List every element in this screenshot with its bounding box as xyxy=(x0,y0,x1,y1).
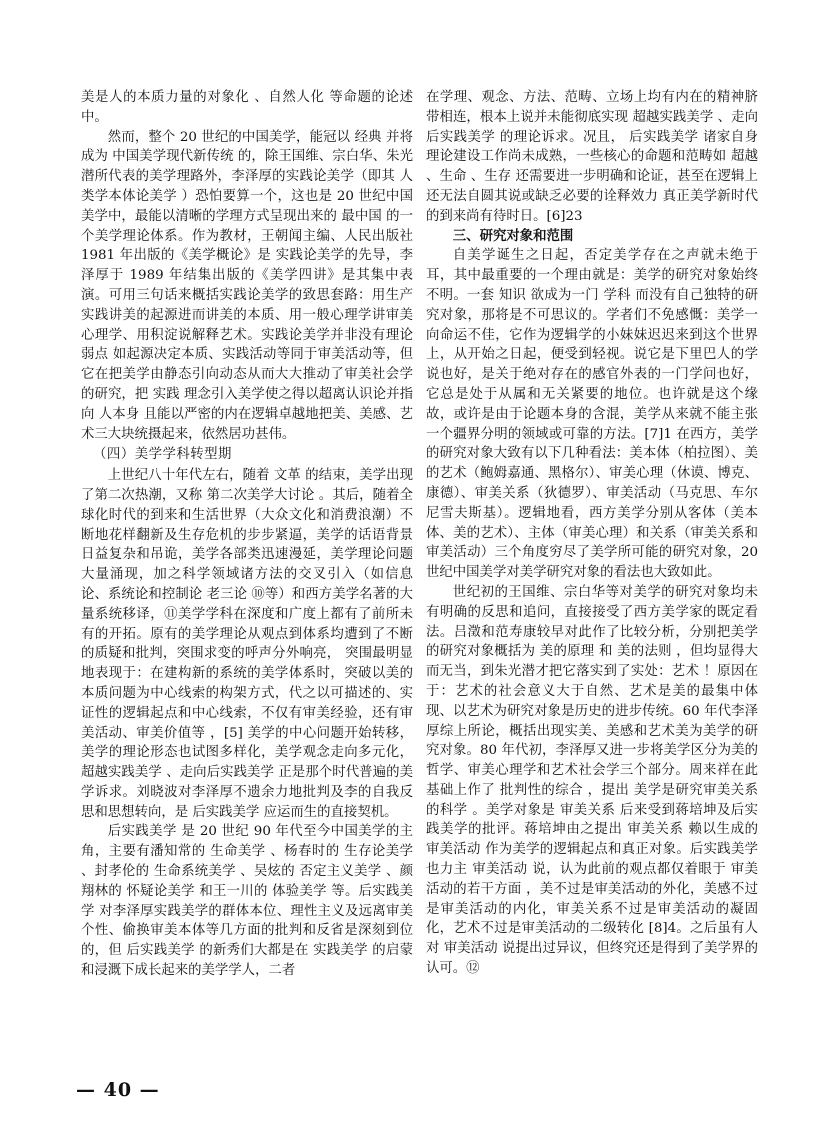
left-column xyxy=(81,88,413,981)
paragraph: 美是人的本质力量的对象化 、自然人化 等命题的论述中。 xyxy=(81,90,413,125)
right-column xyxy=(426,88,758,979)
paragraph: 然而，整个 20 世纪的中国美学，能冠以 经典 并将成为 中国美学现代新传统 的，除王国维、宗白华、朱光潜所代表的美学理路外，李泽厚的实践论美学（即其 人类学本体论美学 ）恐怕要算一个，这也是 20 世纪中国美学中，最能以清晰的学理方式呈现出来的 最中国 的一个美学理论体系。作为教材，王朝闻主编、人民出版社 1981 年出版的《美学概论》是 实践论美学的先导，李泽厚于 1989 年结集出版的《美学四讲》是其集中表演。可用三句话来概括实践论美学的致思套路：用生产实践讲美的起源进而讲美的本质、用一般心理学讲审美心理学、用积淀说解释艺术。实践论美学并非没有理论弱点 如起源决定本质、实践活动等同于审美活动等，但它在把美学由静态引向动态从而大大推动了审美社会学的研究，把 实践 理念引入美学使之得以超离认识论并指向 人本身 且能以严密的内在逻辑卓越地把美、美感、艺术三大块统摄起来，依然居功甚伟。 xyxy=(81,129,413,442)
paragraph: 自美学诞生之日起，否定美学存在之声就未绝于耳，其中最重要的一个理由就是：美学的研究对象始终不明。一套 知识 欲成为一门 学科 而没有自己独特的研究对象，那将是不可思议的。学者们不免感慨：美学一向命运不佳，它作为逻辑学的小妹妹迟迟来到这个世界上，从开始之日起，便受到轻视。说它是下里巴人的学说也好，是关于绝对存在的感官外表的一门学问也好，它总是处于从属和无关紧要的地位。也许就是这个缘故，或许是由于论题本身的含混，美学从来就不能主张一个疆界分明的领域或可靠的方法。[7]1 在西方，美学的研究对象大致有以下几种看法：美本体（柏拉图）、美的艺术（鲍姆嘉通、黑格尔）、审美心理（休谟、博克、康德）、审美关系（狄德罗）、审美活动（马克思、车尔尼雪夫斯基）。逻辑地看，西方美学分别从客体（美本体、美的艺术）、主体（审美心理）和关系（审美关系和审美活动）三个角度穷尽了美学所可能的研究对象，20 世纪中国美学对美学研究对象的看法也大致如此。 xyxy=(426,248,758,581)
page-number: — 40 — xyxy=(76,1079,160,1101)
section-heading: 三、研究对象和范围 xyxy=(452,228,574,244)
paragraph: 后实践美学 是 20 世纪 90 年代至今中国美学的主角，主要有潘知常的 生命美学 、杨春时的 生存论美学 、封孝伦的 生命系统美学 、吴炫的 否定主义美学 、颜翔林的 怀疑论美学 和王一川的 体验美学 等。后实践美学 对李泽厚实践美学的群体本位、理性主义及远离审美个性、偷换审美本体等几方面的批判和反省是深刻到位的，但 后实践美学 的新秀们大都是在 实践美学 的启蒙和浸溉下成长起来的美学学人，二者 xyxy=(81,824,413,979)
paragraph: 在学理、观念、方法、范畴、立场上均有内在的精神脐带相连，根本上说并未能彻底实现 超越实践美学 、走向后实践美学 的理论诉求。况且， 后实践美学 诸家自身理论建设工作尚未成熟，一些核心的命题和范畴如 超越 、生命 、生存 还需要进一步明确和论证，甚至在逻辑上还无法自圆其说或缺乏必要的诠释效力 真正美学新时代的到来尚有待时日。[6]23 xyxy=(426,90,758,224)
subsection-heading: （四）美学学科转型期 xyxy=(93,447,232,463)
paragraph: 世纪初的王国维、宗白华等对美学的研究对象均未有明确的反思和追问，直接接受了西方美学家的既定看法。吕澂和范寿康较早对此作了比较分析，分别把美学的研究对象概括为 美的原理 和 美的法则 ，但均显得大而无当，到朱光潜才把它落实到了实处：艺术 ！原因在于：艺术的社会意义大于自然、艺术是美的最集中体现、以艺术为研究对象是历史的进步传统。60 年代李泽厚综上所论，概括出现实美、美感和艺术美为美学的研究对象。80 年代初，李泽厚又进一步将美学区分为美的哲学、审美心理学和艺术社会学三个部分。周来祥在此基础上作了 批判性的综合 ，提出 美学是研究审美关系的科学 。美学对象是 审美关系 后来受到蒋培坤及后实践美学的批评。蒋培坤由之提出 审美关系 赖以生成的 审美活动 作为美学的逻辑起点和真正对象。后实践美学也力主 审美活动 说，认为此前的观点都仅着眼于 审美活动的若干方面 ，美不过是审美活动的外化，美感不过是审美活动的内化，审美关系不过是审美活动的凝固化，艺术不过是审美活动的二级转化 [8]4。之后虽有人对 审美活动 说提出过异议，但终究还是得到了美学界的认可。⑫ xyxy=(426,584,758,977)
paragraph: 上世纪八十年代左右，随着 文革 的结束，美学出现了第二次热潮，又称 第二次美学大讨论 。其后，随着全球化时代的到来和生活世界（大众文化和消费浪潮）不断地花样翻新及生存危机的步步紧逼，美学的话语背景日益复杂和吊诡，美学各部类迅速漫延，美学理论问题大量涌现，加之科学领域诸方法的交叉引入（如信息论、系统论和控制论 老三论 ⑩等）和西方美学名著的大量系统移译，⑪美学学科在深度和广度上都有了前所未有的开拓。原有的美学理论从观点到体系均遭到了不断的质疑和批判，突围求变的呼声分外响亮， 突围最明显地表现于：在建构新的系统的美学体系时，突破以美的本质问题为中心线索的构架方式，代之以可描述的、实证性的逻辑起点和中心线索，不仅有审美经验，还有审美活动、审美价值等 ，[5] 美学的中心问题开始转移，美学的理论形态也试图多样化，美学观念走向多元化， 超越实践美学 、走向后实践美学 正是那个时代普遍的美学诉求。刘晓波对李泽厚不遗余力地批判及李的自我反思和思想转向，是 后实践美学 应运而生的直接契机。 xyxy=(81,468,413,820)
